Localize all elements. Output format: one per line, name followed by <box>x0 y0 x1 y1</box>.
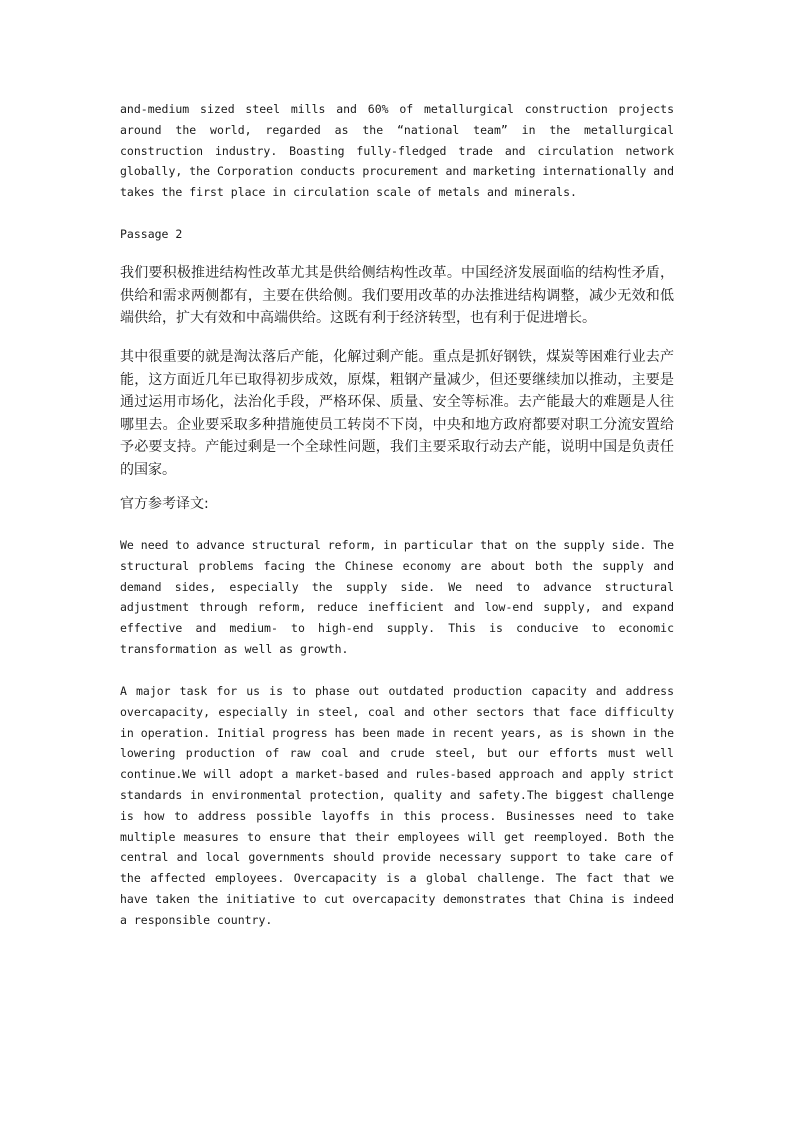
chinese-paragraph: 我们要积极推进结构性改革尤其是供给侧结构性改革。中国经济发展面临的结构性矛盾，供给和需求两侧都有，主要在供给侧。我们要用改革的办法推进结构调整，减少无效和低端供给，扩大有效和中高端供给。这既有利于经济转型，也有利于促进增长。 <box>120 265 674 326</box>
reference-translation-label: 官方参考译文: <box>120 496 209 512</box>
passage-heading: Passage 2 <box>120 227 183 241</box>
chinese-paragraph: 其中很重要的就是淘汰落后产能，化解过剩产能。重点是抓好钢铁，煤炭等困难行业去产能，这方面近几年已取得初步成效，原煤，粗钢产量减少，但还要继续加以推动，主要是通过运用市场化，法治化手段，严格环保、质量、安全等标准。去产能最大的难题是人往哪里去。企业要采取多种措施使员工转岗不下岗，中央和地方政府都要对职工分流安置给予必要支持。产能过剩是一个全球性问题，我们主要采取行动去产能，说明中国是负责任的国家。 <box>120 349 674 478</box>
english-paragraph: A major task for us is to phase out outdated production capacity and address overcapacity, especially in steel, coal and other sectors that face difficulty in operation. Initial progress has been made in recent years, as is shown in the lowering production of raw coal and crude steel, but our efforts must well continue.We will adopt a market-based and rules-based approach and apply strict standards in environmental protection, quality and safety.The biggest challenge is how to address possible layoffs in this process. Businesses need to take multiple measures to ensure that their employees will get reemployed. Both the central and local governments should provide necessary support to take care of the affected employees. Overcapacity is a global challenge. The fact that we have taken the initiative to cut overcapacity demonstrates that China is indeed a responsible country. <box>120 684 674 927</box>
english-paragraph: We need to advance structural reform, in particular that on the supply side. The structural problems facing the Chinese economy are about both the supply and demand sides, especially the supply side. We need to advance structural adjustment through reform, reduce inefficient and low-end supply, and expand effective and medium- to high-end supply. This is conducive to economic transformation as well as growth. <box>120 538 674 656</box>
intro-paragraph: and-medium sized steel mills and 60% of metallurgical construction projects around the world, regarded as the “national team” in the metallurgical construction industry. Boasting fully-fledged trade and circulation network globally, the Corporation conducts procurement and marketing internationally and takes the first place in circulation scale of metals and minerals. <box>120 102 674 200</box>
